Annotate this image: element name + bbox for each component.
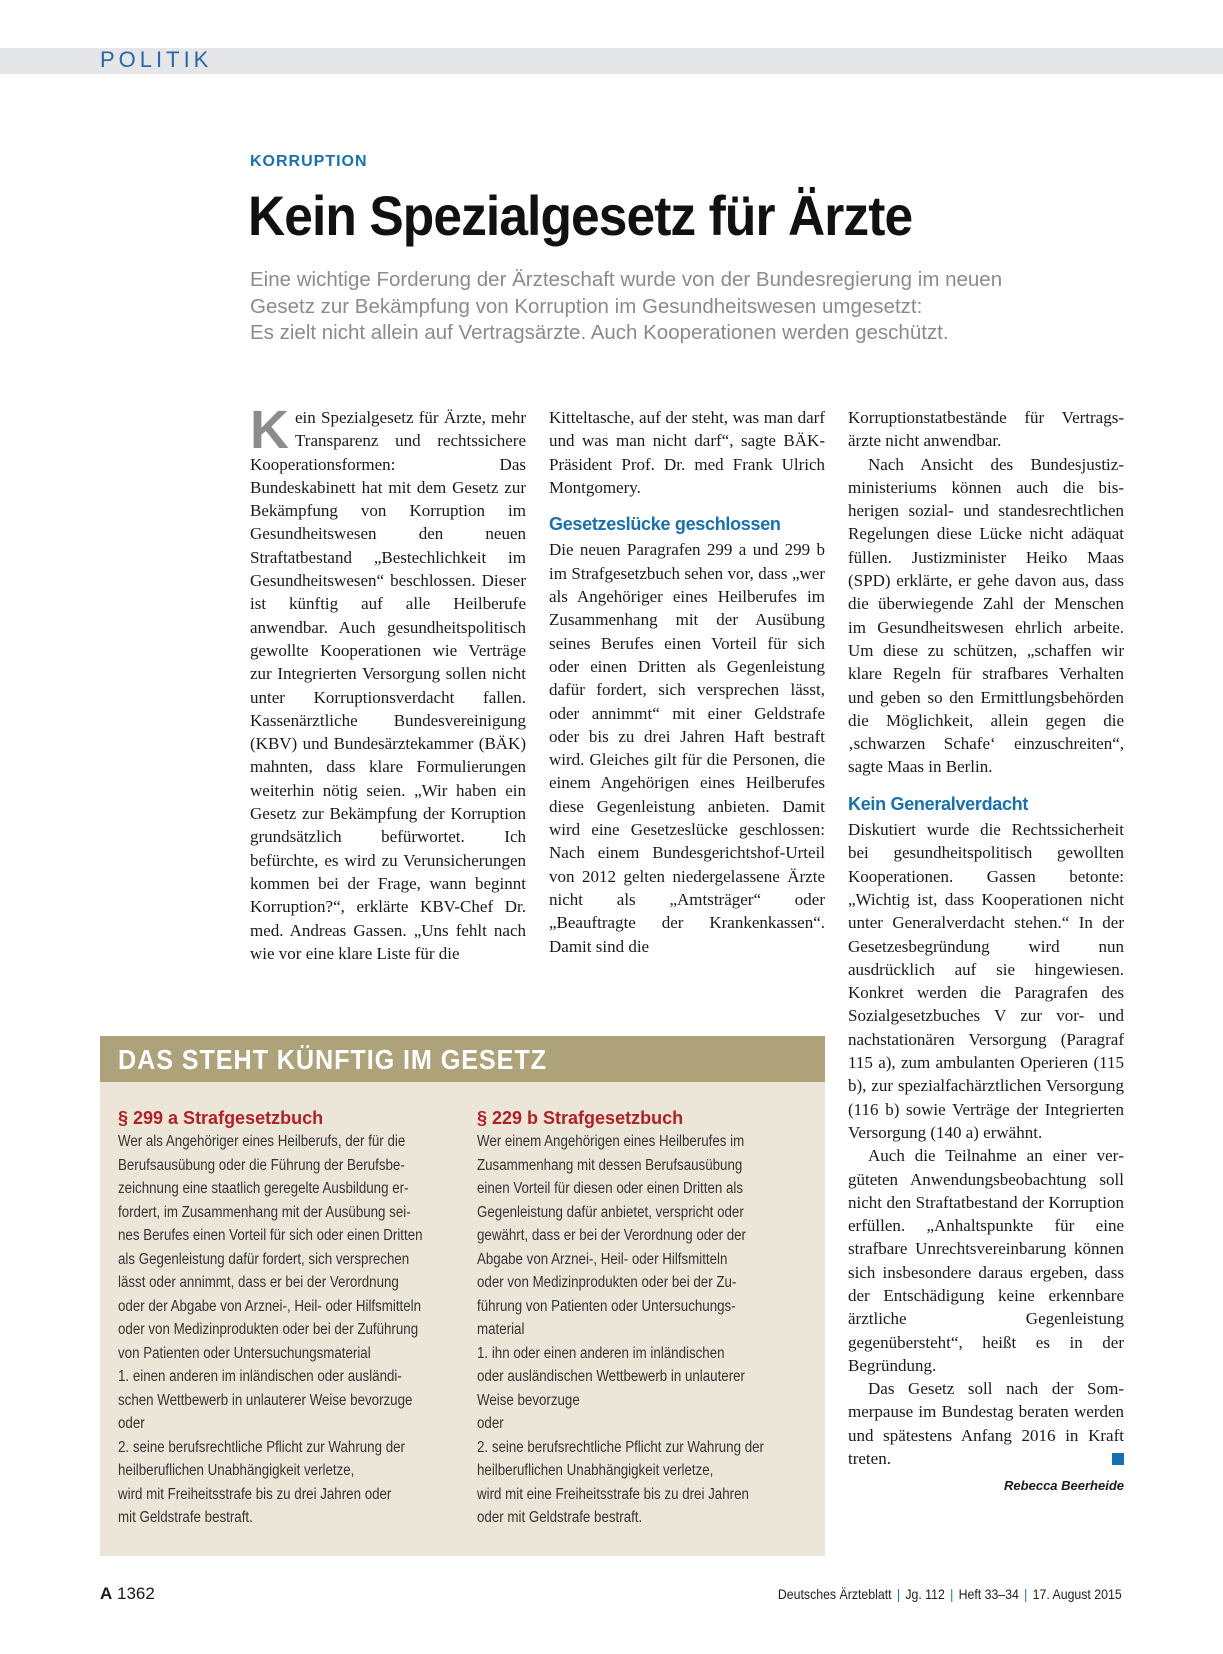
subheading: Gesetzeslücke geschlossen [549,514,781,535]
kicker: KORRUPTION [250,153,368,170]
page-number [100,1584,155,1604]
info-box-line: Gegenleistung dafür anbietet, verspricht oder [477,1203,744,1221]
page-prefix: A [100,1584,113,1603]
info-box-line: Zusammenhang mit dessen Berufsausübung [477,1156,743,1174]
info-box-line: Abgabe von Arznei-, Heil- oder Hilfsmitteln [477,1250,728,1268]
info-box-column-left [118,1106,458,1530]
lead-line: Eine wichtige Forderung der Ärzteschaft wurde von der Bundesregierung im neuen [250,268,1003,291]
info-box-line: 2. seine berufsrechtliche Pflicht zur Wahrung der [477,1438,764,1456]
section-label: POLITIK [100,47,213,72]
info-box-text [477,1130,817,1530]
end-mark-icon [1112,1453,1124,1465]
info-box-line: zeichnung eine staatlich geregelte Ausbildung er- [118,1180,409,1197]
info-box-line: oder der Abgabe von Arznei-, Heil- oder Hilfsmitteln [118,1297,422,1315]
info-box-line: oder von Medizinprodukten oder bei der Zu- [477,1274,737,1291]
separator: | [950,1586,954,1602]
info-box-line: schen Wettbewerb in unlauterer Weise bevorzuge [118,1391,413,1409]
info-box-line: gewährt, dass er bei der Verordnung oder der [477,1227,746,1244]
info-box-line: oder von Medizinprodukten oder bei der Zuführung [118,1321,419,1338]
footer-citation [778,1586,1122,1602]
info-box-header [100,1036,825,1082]
info-box-column-right [477,1106,817,1530]
info-box-line: als Gegenleistung dafür fordert, sich versprechen [118,1250,410,1268]
info-box-line: heilberuflichen Unabhängigkeit verletze, [477,1462,714,1479]
info-box-title: DAS STEHT KÜNFTIG IM GESETZ [118,1044,547,1075]
info-box-line: nes Berufes einen Vorteil für sich oder einen Dritten [118,1227,423,1244]
info-box-line: oder [118,1415,145,1432]
info-box-line: 1. einen anderen im inländischen oder ausländi- [118,1368,402,1385]
paragraph-text: Das Gesetz soll nach der Sommerpause im Bundestag beraten werden und spätestens Anfang 2016 in Kraft treten. [848,1379,1124,1469]
info-box-line: von Patienten oder Untersuchungsmaterial [118,1344,371,1362]
info-box-line: Wer einem Angehörigen eines Heilberufes im [477,1133,745,1150]
paragraph [250,406,526,965]
body-column-1 [250,406,526,992]
info-box-line: oder [477,1415,504,1432]
info-box-text [118,1130,458,1530]
info-box-line: Berufsausübung oder die Führung der Berufsbe- [118,1156,405,1174]
body-column-3 [848,406,1124,1498]
info-box-heading: § 229 b Strafgesetzbuch [477,1108,684,1128]
dropcap: K [250,406,289,460]
info-box-heading: § 299 a Strafgesetzbuch [118,1108,324,1128]
info-box-line: wird mit eine Freiheitsstrafe bis zu drei Jahren [477,1485,749,1503]
page-number-value: 1362 [117,1584,155,1603]
paragraph-text: ein Spezialgesetz für Ärzte, mehr Transparenz und rechtssichere Kooperationsformen: Das Bundeskabinett hat mit dem Gesetz zur Bekämpfung von Korruption im Gesundheitswesen den neuen Straftatbestand „Bestechlichkeit im Gesundheitswesen“ beschlossen. Dieser ist künftig auf alle Heilberufe anwendbar. Auch gesundheitspolitisch gewollte Kooperationen wie Verträge zur Integrierten Versorgung sollen nicht unter Korruptionsverdacht fallen. Kassenärztliche Bundesvereinigung (KBV) und Bundesärztekammer (BÄK) mahnten, dass klare Formulierungen weiterhin nötig seien. „Wir haben ein Gesetz zur Bekämpfung der Korruption grundsätzlich befürwortet. Ich befürchte, es wird zu Verunsicherungen kommen bei der Frage, wann beginnt Korruption?“, erklärte KBV-Chef Dr. med. Andreas Gassen. „Uns fehlt nach wie vor eine klare Liste für die [250,408,526,963]
info-box-line: lässt oder annimmt, dass er bei der Verordnung [118,1274,399,1291]
paragraph: Nach Ansicht des Bundesjustizministeriums können auch die bisherigen sozial- und standesrechtlichen Regelungen diese Lücke nicht adäquat füllen. Justizminister Heiko Maas (SPD) erklärte, er gehe davon aus, dass die überwiegende Zahl der Menschen im Gesundheitswesen ehrlich arbeite. Um diese zu schützen, „schaffen wir klare Regeln für strafbares Verhalten und geben so den Ermittlungsbehörden die Möglichkeit, allein gegen die ‚schwarzen Schafe‘ einzuschreiten“, sagte Maas in Berlin. [848,454,1124,777]
info-box-line: führung von Patienten oder Untersuchungs- [477,1297,736,1315]
info-box-line: wird mit Freiheitsstrafe bis zu drei Jahren oder [118,1485,392,1503]
info-box [100,1036,825,1556]
info-box-line: Weise bevorzuge [477,1391,580,1409]
info-box-line: oder ausländischen Wettbewerb in unlauterer [477,1368,746,1385]
info-box-line: 2. seine berufsrechtliche Pflicht zur Wahrung der [118,1438,405,1456]
info-box-line: heilberuflichen Unabhängigkeit verletze, [118,1462,355,1479]
paragraph: Auch die Teilnahme an einer vergüteten Anwendungsbeobachtung soll nicht den Straftatbestand der Korruption erfüllen. „Anhaltspunkte für eine strafbare Unrechtsvereinbarung können sich insbesondere daraus ergeben, dass der Entschädigung keine erkennbare ärztliche Gegenleistung gegenübersteht“, heißt es in der Begründung. [848,1146,1124,1375]
lead-line: Gesetz zur Bekämpfung von Korruption im Gesundheitswesen umgesetzt: [250,294,923,318]
subheading: Kein Generalverdacht [848,793,1029,814]
info-box-line: oder mit Geldstrafe bestraft. [477,1509,643,1526]
lead-line: Es zielt nicht allein auf Vertragsärzte. Auch Kooperationen werden geschützt. [250,321,949,344]
info-box-line: 1. ihn oder einen anderen im inländischen [477,1344,725,1362]
volume: Jg. 112 [905,1586,946,1602]
paragraph: Diskutiert wurde die Rechtssicherheit bei gesundheitspolitisch gewollten Kooperationen. Gassen betonte: „Wichtig ist, dass Kooperationen nicht unter Generalverdacht stehen.“ In der Gesetzesbegründung wird nun ausdrücklich auf sie hingewiesen. Konkret werden die Paragrafen des Sozialgesetzbuches V zur vor- und nachstationären Versorgung (Paragraf 115 a), zum ambulanten Operieren (115 b), zur spezialfachärztlichen Versorgung (116 b) sowie Verträge der Integrierten Versorgung (140 a) erwähnt. [848,820,1124,1142]
paragraph: Korruptionstatbestände für Vertragsärzte nicht anwendbar. [848,408,1124,451]
issue: Heft 33–34 [958,1586,1020,1602]
info-box-line: mit Geldstrafe bestraft. [118,1509,253,1526]
paragraph [848,1377,1124,1470]
paragraph: Die neuen Paragrafen 299 a und 299 b im Strafgesetzbuch sehen vor, dass „wer als Angehöriger eines Heilberufes im Zusammenhang mit der Ausübung seines Berufes einen Vorteil für sich oder einen Dritten als Gegenleistung dafür fordert, sich versprechen lässt, oder annimmt“ mit einer Geldstrafe oder bis zu drei Jahren Haft bestraft wird. Gleiches gilt für die Personen, die einem Angehörigen eines Heilberufes diese Gegenleistung anbieten. Damit wird eine Gesetzeslücke geschlossen: Nach einem Bundesgerichtshof-Urteil von 2012 gelten niedergelassene Ärzte nicht als „Amtsträger“ oder „Beauftragte der Krankenkassen“. Damit sind die [549,540,825,956]
info-box-line: material [477,1321,525,1338]
headline: Kein Spezialgesetz für Ärzte [248,184,913,247]
info-box-line: fordert, im Zusammenhang mit der Ausübung sei- [118,1203,411,1221]
lead [250,267,1130,347]
byline: Rebecca Beerheide [1004,1478,1124,1494]
info-box-line: einen Vorteil für diesen oder einen Dritten als [477,1180,744,1197]
separator: | [1024,1586,1028,1602]
paragraph: Kitteltasche, auf der steht, was man darf und was man nicht darf“, sagte BÄK-Präsident Prof. Dr. med Frank Ulrich Montgomery. [549,408,825,497]
journal-name: Deutsches Ärzteblatt [778,1586,892,1602]
info-box-line: Wer als Angehöriger eines Heilberufs, der für die [118,1133,406,1150]
separator: | [897,1586,901,1602]
issue-date: 17. August 2015 [1032,1586,1122,1602]
body-column-2 [549,406,825,992]
